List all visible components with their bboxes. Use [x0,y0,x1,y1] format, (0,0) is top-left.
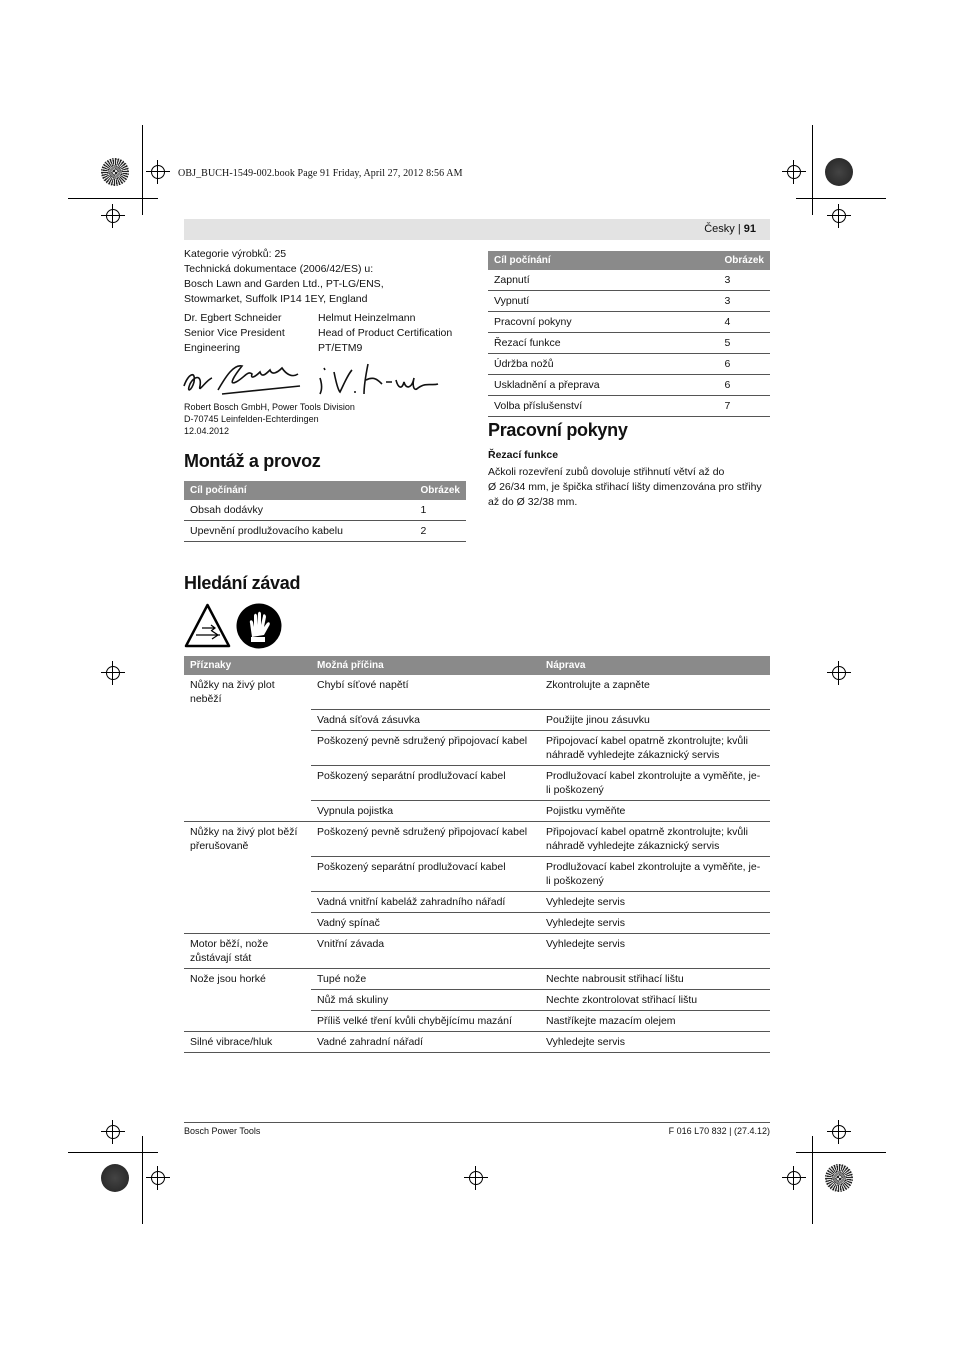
trim-line [812,1136,813,1224]
trim-line [68,1152,158,1153]
table-header: Příznaky [184,656,311,675]
table-row: Řezací funkce 5 [488,333,770,354]
signatory-left: Dr. Egbert Schneider Senior Vice President Engineering [184,312,285,354]
montaz-table [184,481,466,542]
table-row: Nůž má skuliny Nechte zkontrolovat střihací lištu [184,989,770,1010]
table-header-row [184,656,770,675]
table-row: Pracovní pokyny 4 [488,312,770,333]
crop-mark [101,1120,125,1144]
footer-rule [184,1122,770,1123]
crop-mark [464,1166,488,1190]
table-row: Uskladnění a přeprava 6 [488,375,770,396]
trim-line [812,125,813,215]
table-header: Cíl počínání [488,251,719,270]
crop-mark [827,204,851,228]
crop-mark [146,1166,170,1190]
table-header: Obrázek [415,481,466,500]
footer-left: Bosch Power Tools [184,1126,261,1136]
registration-rose [101,1164,129,1192]
table-row: Příliš velké tření kvůli chybějícímu mazání Nastříkejte mazacím olejem [184,1010,770,1031]
table-row: Údržba nožů 6 [488,354,770,375]
registration-rose [825,1164,853,1192]
wear-gloves-icon [236,603,282,649]
table-row: Nože jsou horké Tupé nože Nechte nabrousit střihací lištu [184,968,770,989]
table-row: Poškozený separátní prodlužovací kabel Prodlužovací kabel zkontrolujte a vyměňte, je-li poškozený [184,765,770,800]
table-row: Vypnutí 3 [488,291,770,312]
trim-line [68,198,158,199]
section-title-pokyny: Pracovní pokyny [488,420,628,440]
table-row: Vadná vnitřní kabeláž zahradního nářadí Vyhledejte servis [184,891,770,912]
table-row: Upevnění prodlužovacího kabelu 2 [184,521,466,542]
table-row: Poškozený separátní prodlužovací kabel Prodlužovací kabel zkontrolujte a vyměňte, je-li poškozený [184,856,770,891]
registration-rose [101,158,129,186]
company-address: Robert Bosch GmbH, Power Tools Division D-70745 Leinfelden-Echterdingen 12.04.2012 [184,402,355,436]
warning-triangle-icon [184,603,231,648]
page-header [184,219,770,240]
table-row: Silné vibrace/hluk Vadné zahradní nářadí Vyhledejte servis [184,1031,770,1052]
table-row: Nůžky na živý plot běží přerušovaně Poškozený pevně sdružený připojovací kabel Připojovací kabel opatrně zkontrolujte; kvůli náhradě vyhledejte zákaznický servis [184,821,770,856]
print-slug: OBJ_BUCH-1549-002.book Page 91 Friday, April 27, 2012 8:56 AM [178,168,463,179]
table-row: Nůžky na živý plot neběží Chybí síťové napětí Zkontrolujte a zapněte [184,675,770,709]
trim-line [796,1152,886,1153]
crop-mark [101,204,125,228]
page-number: Česky | 91 [704,223,756,235]
table-row: Vypnula pojistka Pojistku vyměňte [184,800,770,821]
crop-mark [827,661,851,685]
operation-table [488,251,770,417]
table-row: Vadný spínač Vyhledejte servis [184,912,770,933]
crop-mark [146,160,170,184]
table-row: Poškozený pevně sdružený připojovací kabel Připojovací kabel opatrně zkontrolujte; kvůli náhradě vyhledejte zákaznický servis [184,730,770,765]
table-header: Náprava [540,656,770,675]
table-row: Vadná síťová zásuvka Použijte jinou zásuvku [184,709,770,730]
signature-image [182,356,442,400]
crop-mark [782,160,806,184]
table-header-row [184,481,466,500]
rezaci-text: Ačkoli rozevření zubů dovoluje střihnutí větví až do Ø 26/34 mm, je špička střihací lišty dimenzována pro střihy až do Ø 32/38 mm. [488,466,762,508]
table-header: Cíl počínání [184,481,415,500]
signatory-right: Helmut Heinzelmann Head of Product Certification PT/ETM9 [318,312,453,354]
trim-line [142,1136,143,1224]
registration-rose [825,158,853,186]
crop-mark [827,1120,851,1144]
troubleshooting-table [184,656,770,1053]
footer-right: F 016 L70 832 | (27.4.12) [668,1126,770,1136]
table-header-row [488,251,770,270]
table-row: Volba příslušenství 7 [488,396,770,417]
table-row: Zapnutí 3 [488,270,770,291]
crop-mark [782,1166,806,1190]
table-header: Obrázek [719,251,770,270]
trim-line [796,198,886,199]
trim-line [142,125,143,215]
section-title-montaz: Montáž a provoz [184,451,321,471]
section-title-hledani: Hledání závad [184,573,301,593]
table-header: Možná příčina [311,656,540,675]
crop-mark [101,661,125,685]
manufacturer-info: Kategorie výrobků: 25 Technická dokumentace (2006/42/ES) u: Bosch Lawn and Garden Ltd., PT-LG/ENS, Stowmarket, Suffolk IP14 1EY, England [184,248,384,305]
table-row: Obsah dodávky 1 [184,500,466,521]
table-row: Motor běží, nože zůstávají stát Vnitřní závada Vyhledejte servis [184,933,770,968]
subsection-title-rezaci: Řezací funkce [488,449,559,461]
